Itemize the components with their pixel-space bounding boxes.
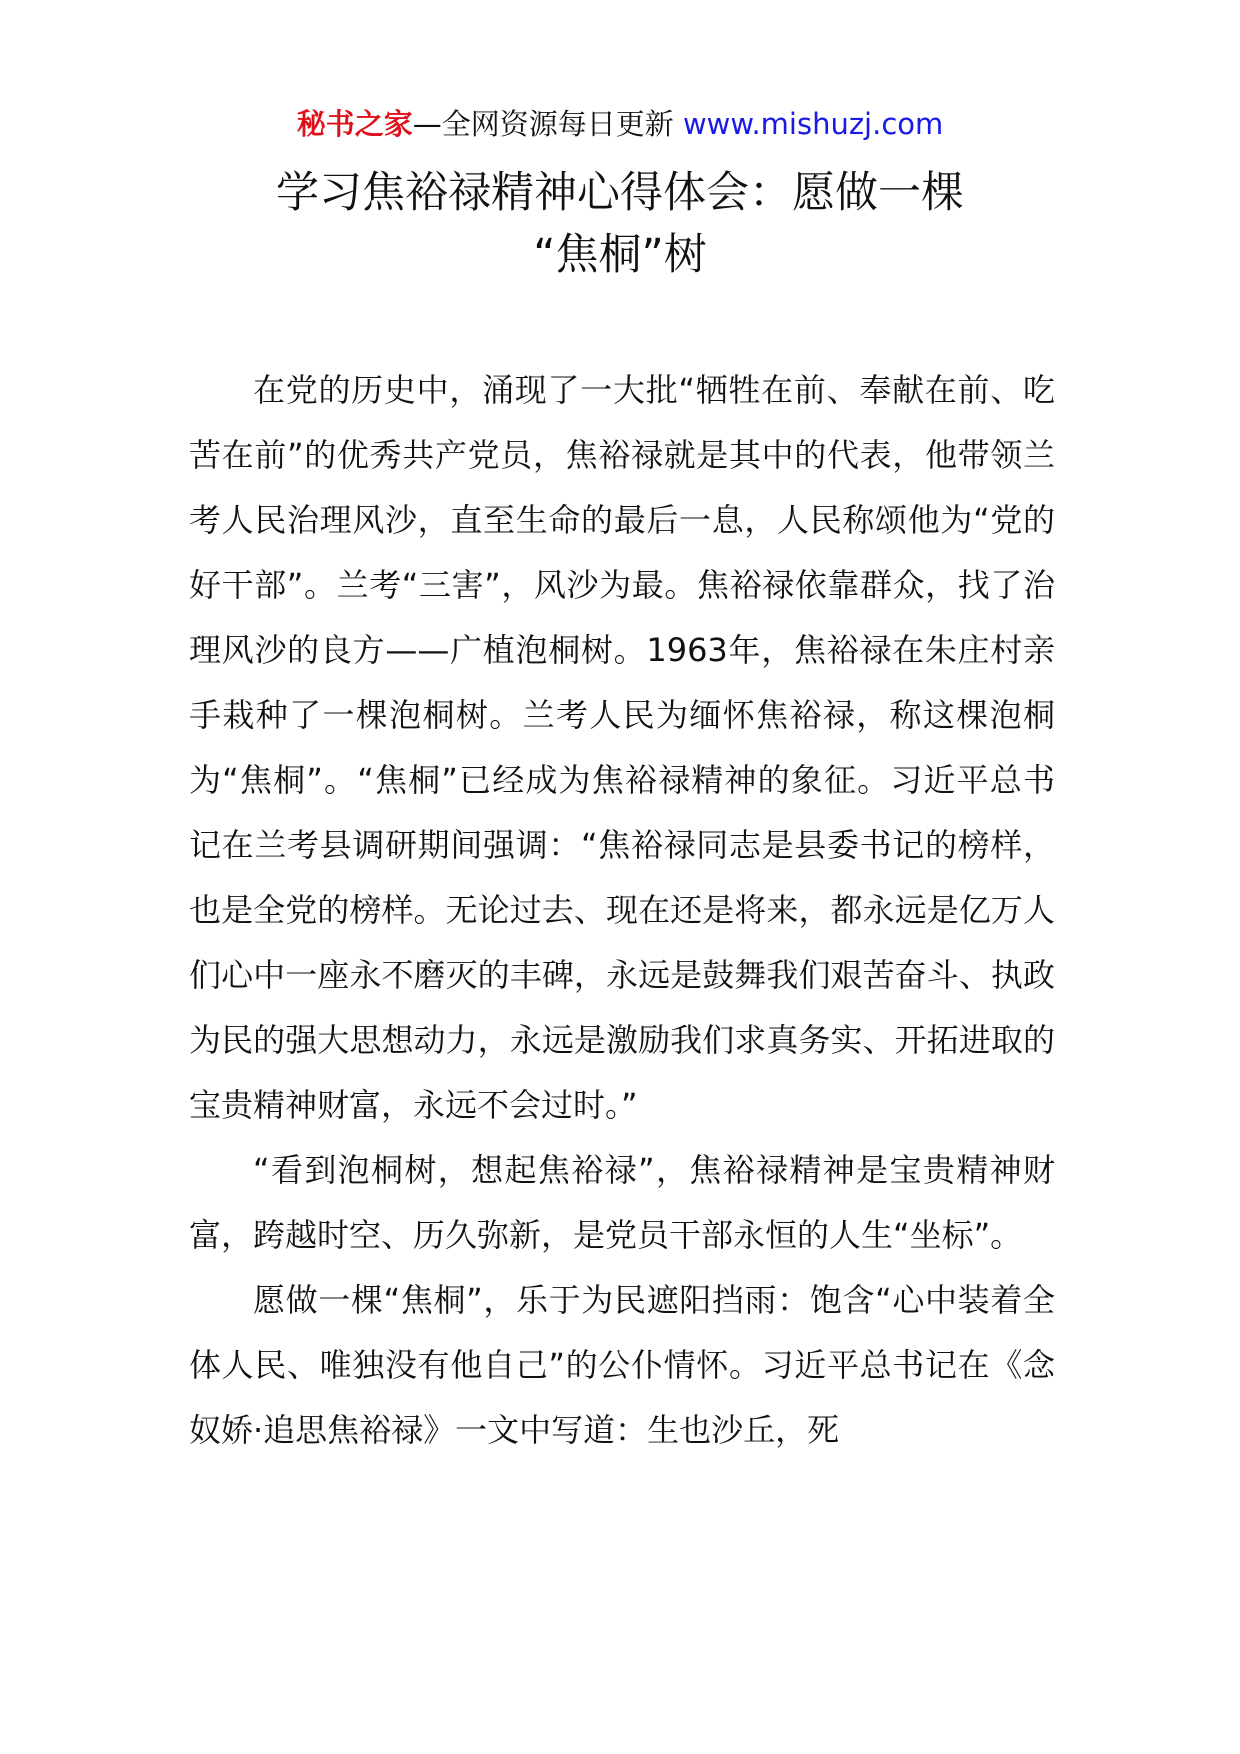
document-body <box>189 358 1055 1463</box>
site-url-link[interactable]: www.mishuzj.com <box>682 107 944 141</box>
paragraph-1: 在党的历史中，涌现了一大批“牺牲在前、奉献在前、吃苦在前”的优秀共产党员，焦裕禄就是其中的代表，他带领兰考人民治理风沙，直至生命的最后一息，人民称颂他为“党的好干部”。兰考“三害”，风沙为最。焦裕禄依靠群众，找了治理风沙的良方——广植泡桐树。1963年，焦裕禄在朱庄村亲手栽种了一棵泡桐树。兰考人民为缅怀焦裕禄，称这棵泡桐为“焦桐”。“焦桐”已经成为焦裕禄精神的象征。习近平总书记在兰考县调研期间强调：“焦裕禄同志是县委书记的榜样，也是全党的榜样。无论过去、现在还是将来，都永远是亿万人们心中一座永不磨灭的丰碑，永远是鼓舞我们艰苦奋斗、执政为民的强大思想动力，永远是激励我们求真务实、开拓进取的宝贵精神财富，永远不会过时。” <box>189 371 1055 1124</box>
document-title <box>180 162 1060 286</box>
paragraph-3: 愿做一棵“焦桐”，乐于为民遮阳挡雨：饱含“心中装着全体人民、唯独没有他自己”的公仆情怀。习近平总书记在《念奴娇·追思焦裕禄》一文中写道：生也沙丘，死 <box>189 1281 1055 1449</box>
paragraph-2: “看到泡桐树，想起焦裕禄”，焦裕禄精神是宝贵精神财富，跨越时空、历久弥新，是党员干部永恒的人生“坐标”。 <box>189 1151 1055 1254</box>
site-name: 秘书之家 <box>296 107 413 141</box>
document-title-line-2: “焦桐”树 <box>533 230 707 280</box>
document-title-line-1: 学习焦裕禄精神心得体会：愿做一棵 <box>276 168 964 218</box>
site-slogan: —全网资源每日更新 <box>412 107 683 141</box>
site-header <box>0 104 1240 144</box>
